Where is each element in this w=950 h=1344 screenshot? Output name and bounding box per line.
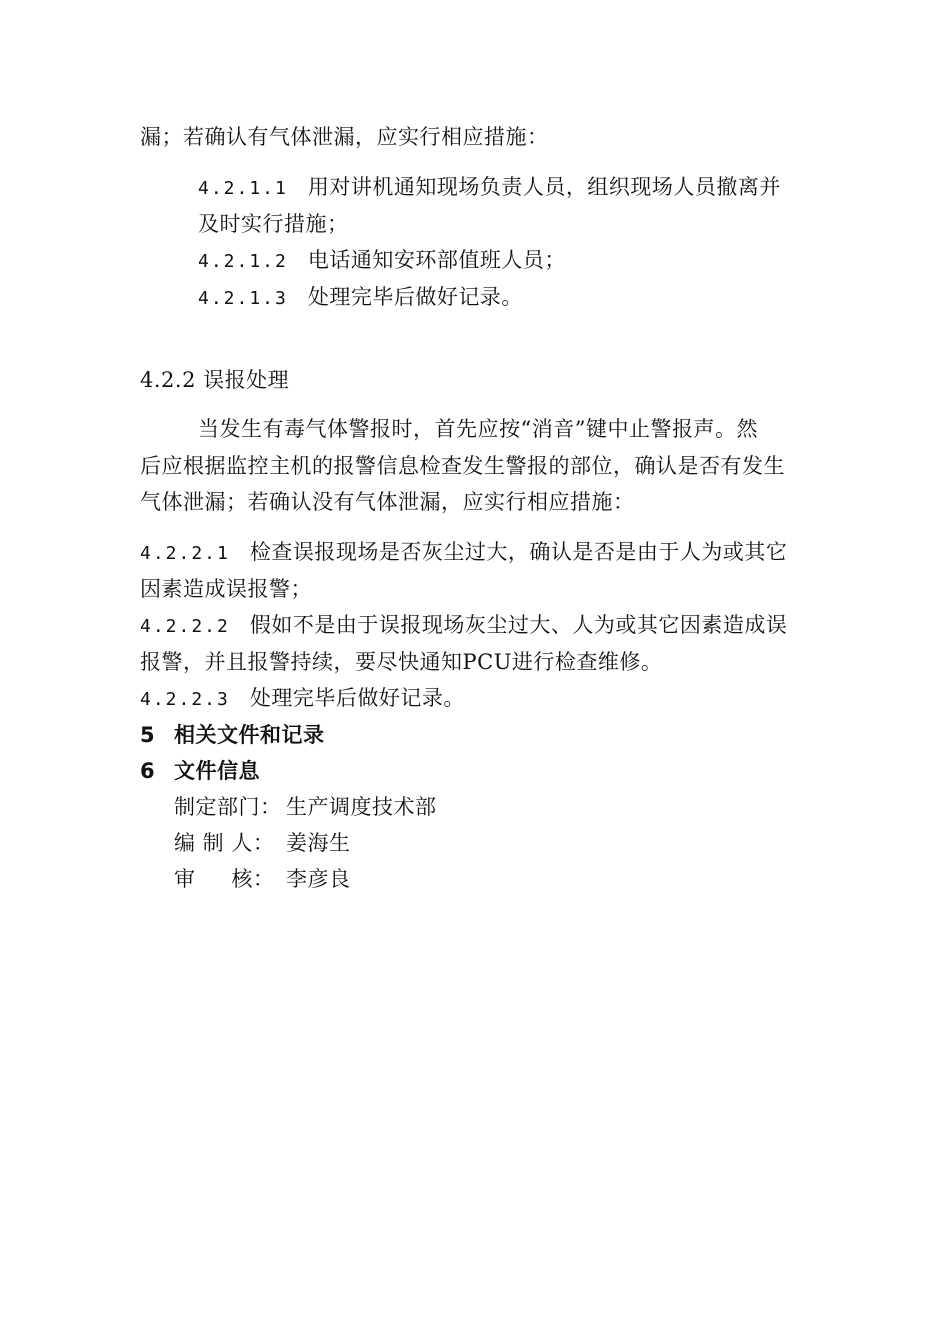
info-label: 审 核： [174, 867, 275, 891]
info-label: 编 制 人： [174, 831, 275, 855]
info-author [174, 828, 351, 858]
item-number: 4.2.2.2 [140, 616, 230, 637]
section-heading-4-2-2 [140, 365, 289, 395]
heading-number: 6 [140, 759, 156, 783]
paragraph-text: 漏；若确认有气体泄漏，应实行相应措施： [140, 125, 549, 149]
item-4-2-1-1-continued [198, 209, 349, 239]
item-4-2-2-1-continued [140, 574, 312, 604]
paragraph-text: 后应根据监控主机的报警信息检查发生警报的部位，确认是否有发生 [140, 454, 785, 478]
item-number: 4.2.2.3 [140, 689, 230, 710]
heading-number: 5 [140, 723, 156, 747]
item-4-2-2-1 [140, 537, 787, 569]
item-4-2-1-3 [198, 282, 523, 314]
paragraph-line-3 [140, 487, 635, 517]
item-number: 4.2.1.1 [198, 178, 288, 199]
item-4-2-1-2 [198, 245, 566, 277]
paragraph-line-1 [198, 414, 758, 444]
item-number: 4.2.2.1 [140, 543, 230, 564]
item-text: 报警，并且报警持续，要尽快通知PCU进行检查维修。 [140, 650, 663, 674]
item-4-2-2-2 [140, 610, 787, 642]
paragraph-continuation [140, 122, 549, 152]
section-heading-6 [140, 756, 260, 786]
item-text: 用对讲机通知现场负责人员，组织现场人员撤离并 [307, 175, 781, 199]
info-value: 生产调度技术部 [286, 795, 437, 819]
paragraph-text: 气体泄漏；若确认没有气体泄漏，应实行相应措施： [140, 490, 635, 514]
item-4-2-2-2-continued [140, 647, 662, 677]
heading-text: 4.2.2 误报处理 [140, 368, 290, 392]
info-value: 姜海生 [286, 831, 351, 855]
item-4-2-2-3 [140, 683, 465, 715]
item-text: 处理完毕后做好记录。 [249, 686, 465, 710]
info-label: 制定部门： [174, 795, 282, 819]
item-4-2-1-1 [198, 172, 781, 204]
item-number: 4.2.1.2 [198, 251, 288, 272]
section-heading-5 [140, 720, 325, 750]
item-text: 因素造成误报警； [140, 577, 312, 601]
paragraph-line-2 [140, 451, 785, 481]
info-department [174, 792, 437, 822]
item-text: 检查误报现场是否灰尘过大，确认是否是由于人为或其它 [249, 540, 788, 564]
info-reviewer [174, 864, 351, 894]
heading-text: 文件信息 [174, 759, 260, 783]
paragraph-text: 当发生有毒气体警报时，首先应按“消音”键中止警报声。然 [198, 417, 758, 441]
heading-text: 相关文件和记录 [174, 723, 325, 747]
item-text: 及时实行措施； [198, 212, 349, 236]
item-text: 电话通知安环部值班人员； [307, 248, 566, 272]
item-number: 4.2.1.3 [198, 288, 288, 309]
info-value: 李彦良 [286, 867, 351, 891]
item-text: 处理完毕后做好记录。 [307, 285, 523, 309]
item-text: 假如不是由于误报现场灰尘过大、人为或其它因素造成误 [249, 613, 788, 637]
